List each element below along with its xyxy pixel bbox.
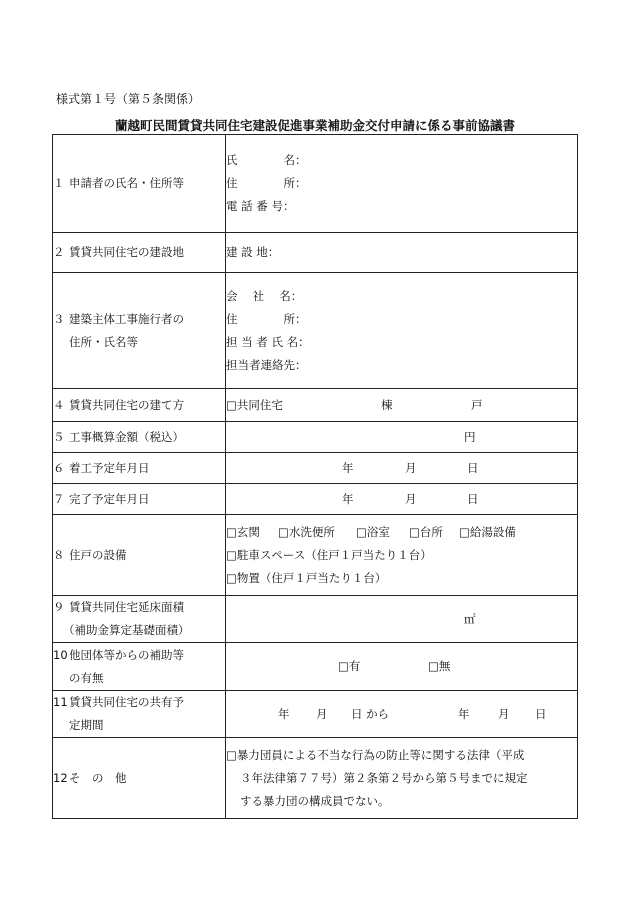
antisocial-checkbox[interactable]: □暴力団員による不当な行為の防止等に関する法律（平成 (226, 747, 525, 762)
row-other (53, 738, 578, 819)
name-field: 氏 名： (226, 153, 307, 167)
water-heater-checkbox[interactable]: □給湯設備 (459, 524, 516, 539)
antisocial-declaration: □暴力団員による不当な行為の防止等に関する法律（平成 ３年法律第７７号）第２条第２号から第５号までに規定 する暴力団の構成員でない。 (226, 738, 578, 819)
yes-checkbox[interactable]: □有 (338, 659, 361, 673)
address-field: 住 所： (226, 176, 307, 190)
start-date-field[interactable]: 年 月 日 (226, 453, 578, 484)
row-floor-area (53, 596, 578, 643)
row-label: ３ 建築主体工事施行者の 住所・氏名等 (53, 273, 226, 389)
building-type-field[interactable] (226, 389, 578, 422)
contact-field: 担当者連絡先： (226, 357, 307, 372)
row-label: 12そ の 他 (53, 738, 226, 819)
row-label: 10他団体等からの補助等 の有無 (53, 643, 226, 691)
applicant-fields[interactable] (226, 135, 578, 233)
facilities-field (226, 515, 578, 596)
no-checkbox[interactable]: □無 (428, 659, 451, 673)
row-other-subsidy (53, 643, 578, 691)
row-label: ７ 完了予定年月日 (53, 484, 226, 515)
entrance-checkbox[interactable]: □玄関 (226, 524, 260, 539)
site-field[interactable]: 建 設 地： (226, 233, 578, 273)
row-label: ４ 賃貸共同住宅の建て方 (53, 389, 226, 422)
row-site (53, 233, 578, 273)
shared-period-field[interactable]: 年 月 日 から 年 月 日 (226, 691, 578, 738)
row-label: ６ 着工予定年月日 (53, 453, 226, 484)
consultation-form-table (52, 134, 578, 819)
row-label: 11賃貸共同住宅の共有予 定期間 (53, 691, 226, 738)
shared-housing-checkbox[interactable]: □共同住宅 (226, 397, 283, 412)
company-field: 会 社 名： (226, 288, 303, 303)
row-end-date (53, 484, 578, 515)
row-shared-period (53, 691, 578, 738)
sqm-unit: ㎡ (464, 611, 476, 626)
row-label: ５ 工事概算金額（税込） (53, 422, 226, 453)
row-label: １ 申請者の氏名・住所等 (53, 135, 226, 233)
parking-checkbox[interactable]: □駐車スペース（住戸１戸当たり１台） (226, 547, 432, 562)
kitchen-checkbox[interactable]: □台所 (409, 524, 443, 539)
phone-field: 電 話 番 号： (226, 199, 295, 213)
contractor-fields[interactable] (226, 273, 578, 389)
person-field: 担 当 者 氏 名： (226, 334, 310, 349)
form-number: 様式第１号（第５条関係） (56, 92, 201, 106)
row-label: ９ 賃貸共同住宅延床面積 （補助金算定基礎面積） (53, 596, 226, 643)
address-field: 住 所： (226, 311, 307, 326)
yen-unit: 円 (464, 429, 476, 444)
row-label: ２ 賃貸共同住宅の建設地 (53, 233, 226, 273)
row-facilities (53, 515, 578, 596)
unit-house: 戸 (471, 397, 483, 412)
end-date-field[interactable]: 年 月 日 (226, 484, 578, 515)
row-building-type (53, 389, 578, 422)
toilet-checkbox[interactable]: □水洗便所 (278, 524, 335, 539)
floor-area-field[interactable] (226, 596, 578, 643)
row-start-date (53, 453, 578, 484)
row-label: ８ 住戸の設備 (53, 515, 226, 596)
unit-building: 棟 (381, 397, 393, 412)
other-subsidy-field (226, 643, 578, 691)
storage-checkbox[interactable]: □物置（住戸１戸当たり１台） (226, 570, 387, 585)
row-contractor (53, 273, 578, 389)
row-cost (53, 422, 578, 453)
cost-field[interactable] (226, 422, 578, 453)
row-applicant (53, 135, 578, 233)
document-title: 蘭越町民間賃貸共同住宅建設促進事業補助金交付申請に係る事前協議書 (114, 118, 515, 133)
bath-checkbox[interactable]: □浴室 (356, 524, 390, 539)
